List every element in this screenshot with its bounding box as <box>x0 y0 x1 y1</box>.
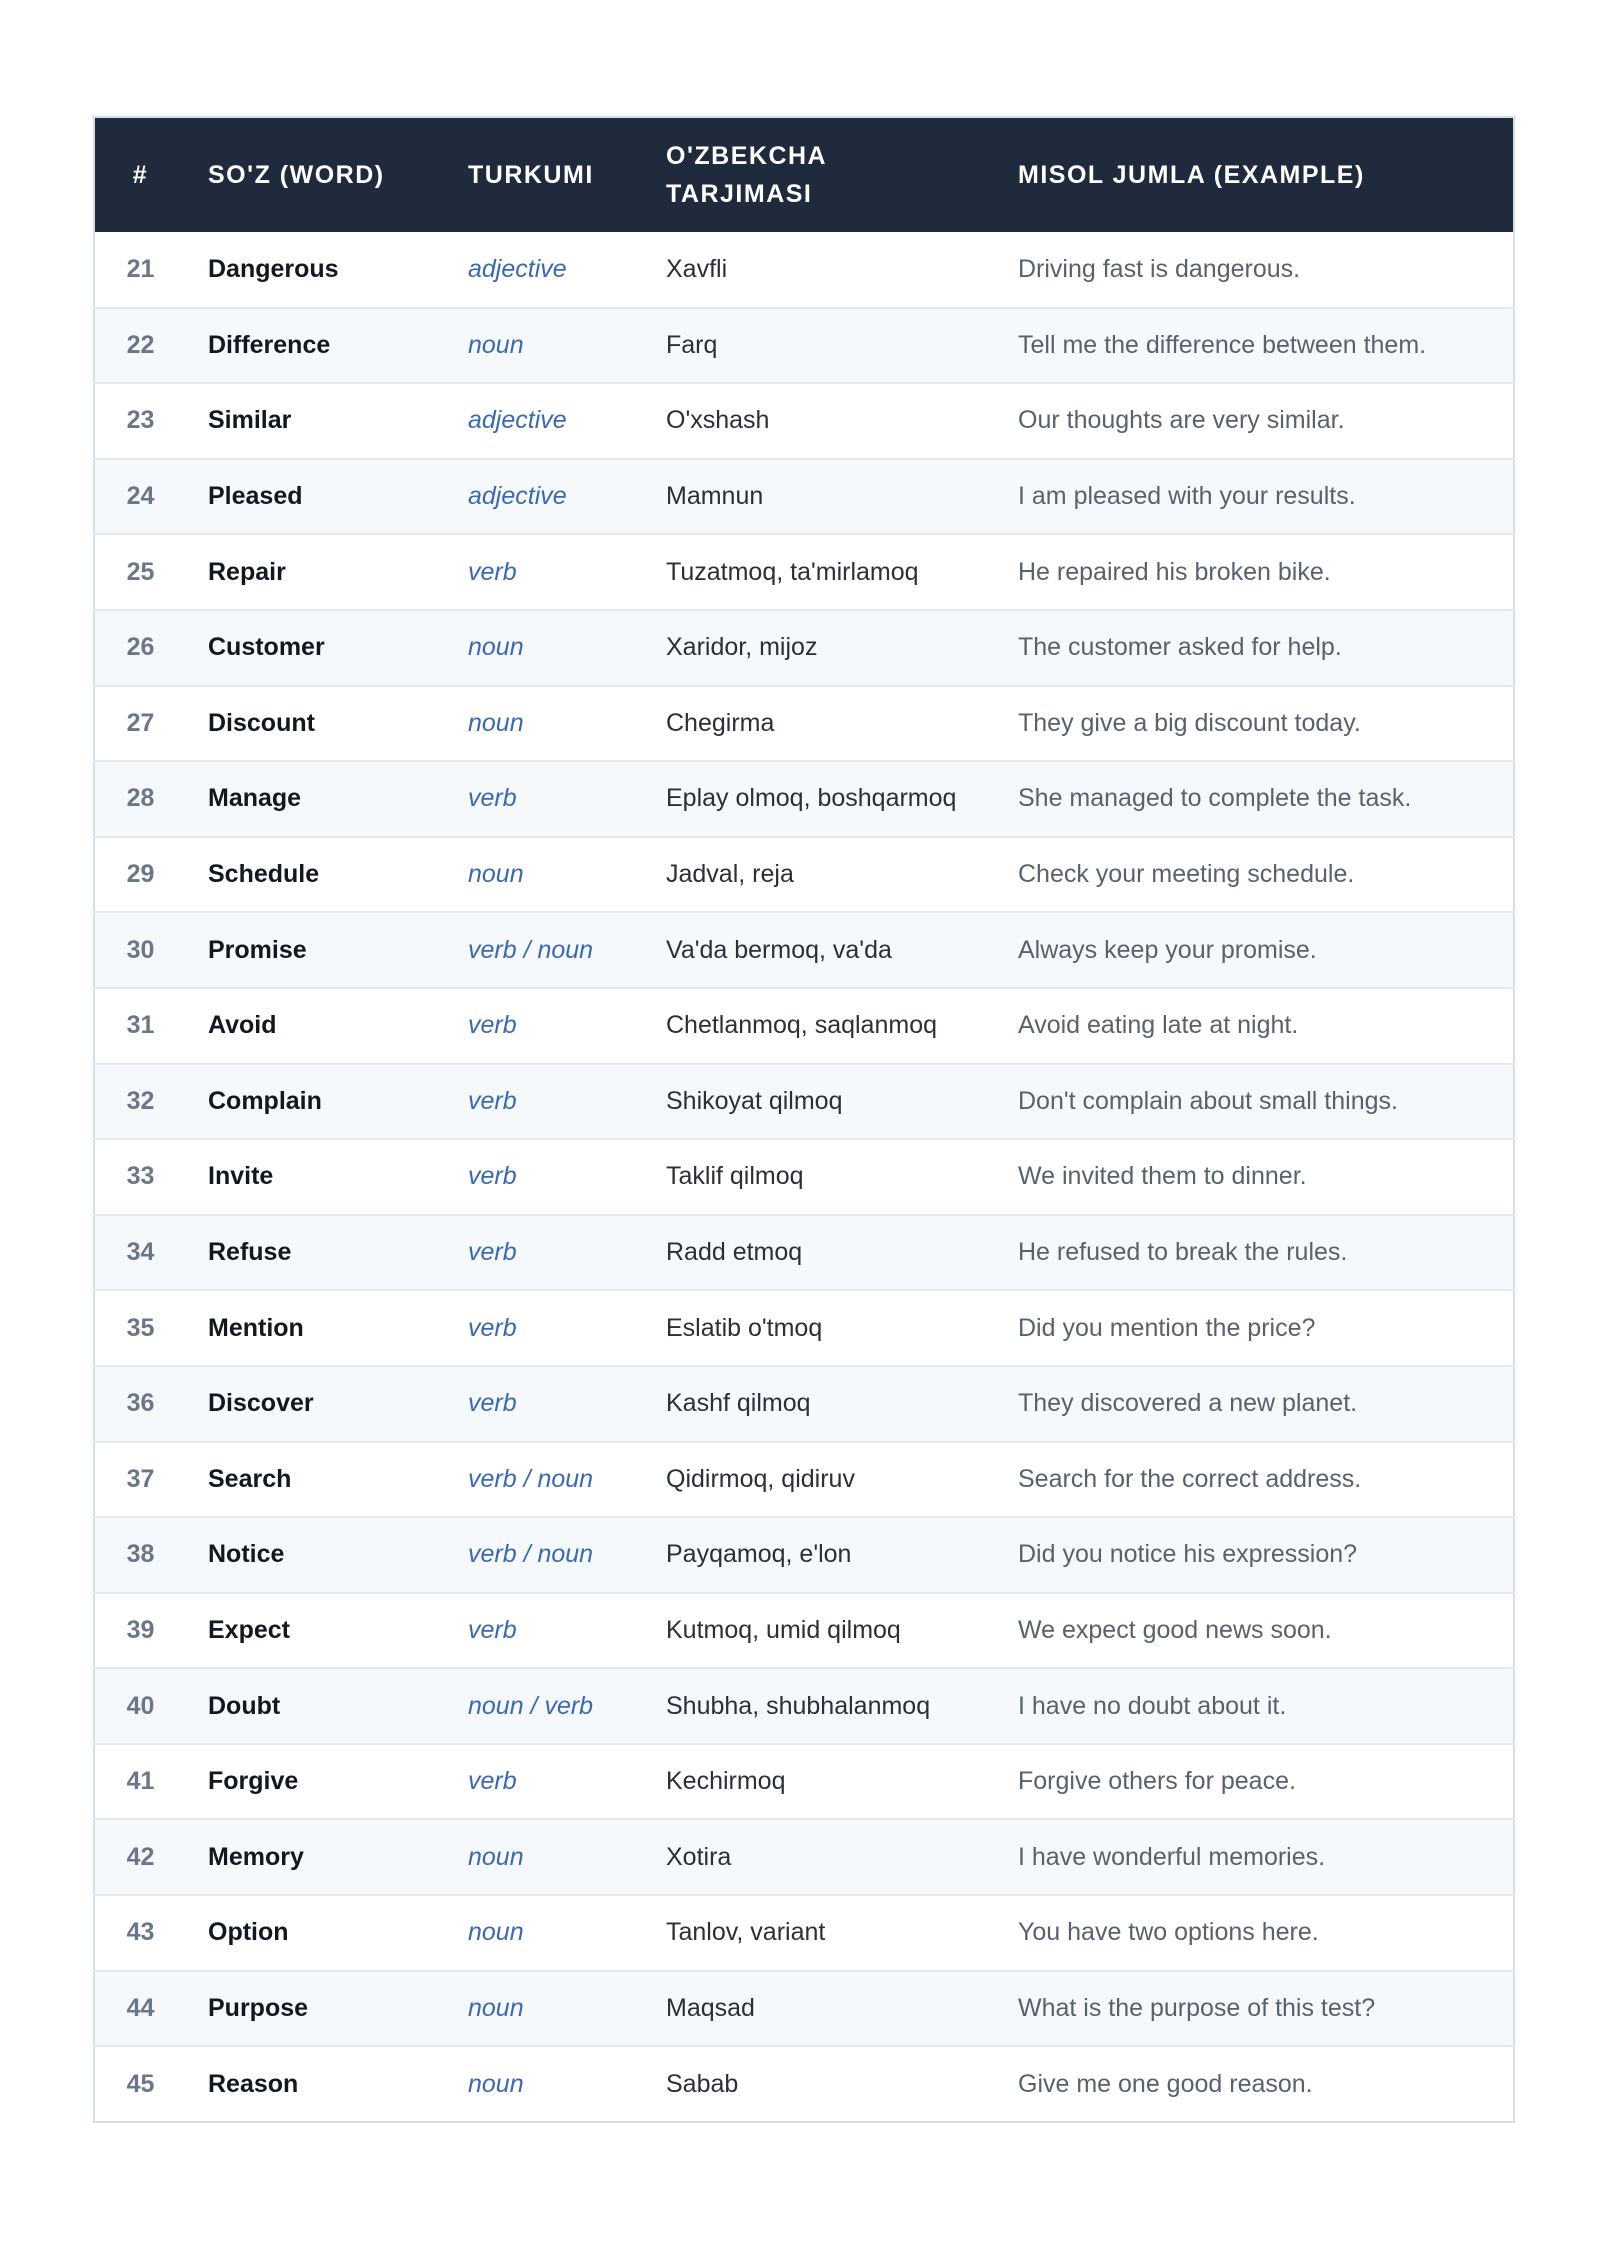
row-word: Difference <box>208 330 331 359</box>
table-row <box>94 837 1514 913</box>
header-translation-line1: O'ZBEKCHA <box>666 142 828 170</box>
table-row <box>94 1139 1514 1215</box>
table-row <box>94 232 1514 308</box>
row-number: 21 <box>126 254 155 283</box>
row-word: Complain <box>208 1086 322 1115</box>
row-part-of-speech: noun <box>468 330 524 359</box>
row-number: 39 <box>126 1615 155 1644</box>
row-word: Manage <box>208 784 302 813</box>
header-example: MISOL JUMLA (EXAMPLE) <box>1018 161 1365 189</box>
row-word: Doubt <box>208 1691 281 1720</box>
row-example: The customer asked for help. <box>1018 633 1342 662</box>
row-translation: Farq <box>666 330 718 359</box>
row-number: 37 <box>126 1464 155 1493</box>
table-row <box>94 761 1514 837</box>
row-number: 30 <box>126 935 155 964</box>
row-word: Dangerous <box>208 254 339 283</box>
row-translation: Maqsad <box>666 1993 755 2022</box>
row-part-of-speech: verb / noun <box>468 935 594 964</box>
row-word: Customer <box>208 633 325 662</box>
row-translation: Eslatib o'tmoq <box>666 1313 823 1342</box>
row-example: What is the purpose of this test? <box>1018 1993 1376 2022</box>
row-translation: Kashf qilmoq <box>666 1389 811 1418</box>
row-number: 45 <box>126 2069 155 2098</box>
row-example: Our thoughts are very similar. <box>1018 406 1345 435</box>
row-word: Purpose <box>208 1993 309 2022</box>
row-translation: Eplay olmoq, boshqarmoq <box>666 784 957 813</box>
table-row <box>94 1971 1514 2047</box>
row-word: Similar <box>208 406 292 435</box>
row-part-of-speech: noun <box>468 708 524 737</box>
row-number: 35 <box>126 1313 155 1342</box>
row-example: He refused to break the rules. <box>1018 1238 1348 1267</box>
row-translation: Jadval, reja <box>666 860 794 889</box>
row-number: 23 <box>126 406 155 435</box>
row-word: Expect <box>208 1615 290 1644</box>
row-number: 34 <box>126 1238 155 1267</box>
table-row <box>94 1668 1514 1744</box>
row-example: Avoid eating late at night. <box>1018 1011 1299 1040</box>
row-number: 44 <box>126 1993 155 2022</box>
table-row <box>94 1744 1514 1820</box>
table-row <box>94 308 1514 384</box>
row-word: Promise <box>208 935 307 964</box>
row-translation: Tanlov, variant <box>666 1918 826 1947</box>
row-part-of-speech: noun <box>468 1842 524 1871</box>
table-row <box>94 1215 1514 1291</box>
table-row <box>94 1064 1514 1140</box>
row-number: 32 <box>126 1086 155 1115</box>
row-part-of-speech: noun <box>468 1918 524 1947</box>
row-example: Always keep your promise. <box>1018 935 1317 964</box>
row-part-of-speech: verb <box>468 1011 517 1040</box>
row-example: Give me one good reason. <box>1018 2069 1313 2098</box>
row-translation: Qidirmoq, qidiruv <box>666 1464 855 1493</box>
row-translation: Kutmoq, umid qilmoq <box>666 1615 901 1644</box>
row-part-of-speech: verb <box>468 1389 517 1418</box>
header-number: # <box>132 161 149 189</box>
header-translation <box>666 117 1018 232</box>
table-row <box>94 686 1514 762</box>
row-part-of-speech: verb <box>468 1238 517 1267</box>
row-word: Schedule <box>208 860 320 889</box>
row-translation: Sabab <box>666 2069 739 2098</box>
table-body <box>94 232 1514 2122</box>
row-example: Search for the correct address. <box>1018 1464 1362 1493</box>
row-number: 43 <box>126 1918 155 1947</box>
header-part-of-speech: TURKUMI <box>468 161 594 189</box>
row-number: 41 <box>126 1767 155 1796</box>
row-translation: Mamnun <box>666 482 764 511</box>
row-example: Tell me the difference between them. <box>1018 330 1427 359</box>
row-part-of-speech: verb <box>468 1086 517 1115</box>
row-translation: Chetlanmoq, saqlanmoq <box>666 1011 937 1040</box>
table-row <box>94 534 1514 610</box>
row-word: Notice <box>208 1540 285 1569</box>
row-number: 29 <box>126 860 155 889</box>
row-word: Option <box>208 1918 289 1947</box>
row-example: Check your meeting schedule. <box>1018 860 1355 889</box>
header-word: SO'Z (WORD) <box>208 161 385 189</box>
row-number: 42 <box>126 1842 155 1871</box>
table-row <box>94 1895 1514 1971</box>
row-example: We invited them to dinner. <box>1018 1162 1307 1191</box>
row-number: 36 <box>126 1389 155 1418</box>
row-example: Did you mention the price? <box>1018 1313 1316 1342</box>
row-part-of-speech: noun / verb <box>468 1691 594 1720</box>
table-row <box>94 1819 1514 1895</box>
row-example: Don't complain about small things. <box>1018 1086 1398 1115</box>
row-example: They discovered a new planet. <box>1018 1389 1358 1418</box>
row-translation: Payqamoq, e'lon <box>666 1540 852 1569</box>
row-translation: Xavfli <box>666 254 728 283</box>
row-translation: Tuzatmoq, ta'mirlamoq <box>666 557 919 586</box>
table-row <box>94 610 1514 686</box>
row-word: Invite <box>208 1162 274 1191</box>
row-part-of-speech: verb <box>468 1162 517 1191</box>
row-part-of-speech: noun <box>468 2069 524 2098</box>
row-part-of-speech: verb <box>468 557 517 586</box>
table-row <box>94 1290 1514 1366</box>
table-row <box>94 912 1514 988</box>
row-number: 40 <box>126 1691 155 1720</box>
row-word: Discount <box>208 708 315 737</box>
row-part-of-speech: verb <box>468 1313 517 1342</box>
row-number: 38 <box>126 1540 155 1569</box>
row-word: Forgive <box>208 1767 299 1796</box>
row-part-of-speech: verb <box>468 784 517 813</box>
row-example: You have two options here. <box>1018 1918 1319 1947</box>
table-row <box>94 1366 1514 1442</box>
row-word: Repair <box>208 557 286 586</box>
row-example: I have wonderful memories. <box>1018 1842 1326 1871</box>
header-translation-line2: TARJIMASI <box>666 180 813 208</box>
row-part-of-speech: verb <box>468 1615 517 1644</box>
row-word: Refuse <box>208 1238 292 1267</box>
row-word: Mention <box>208 1313 304 1342</box>
row-example: Did you notice his expression? <box>1018 1540 1358 1569</box>
row-translation: Va'da bermoq, va'da <box>666 935 892 964</box>
row-translation: Radd etmoq <box>666 1238 803 1267</box>
row-example: She managed to complete the task. <box>1018 784 1412 813</box>
row-translation: Shikoyat qilmoq <box>666 1086 843 1115</box>
row-word: Reason <box>208 2069 299 2098</box>
row-word: Pleased <box>208 482 303 511</box>
row-example: Forgive others for peace. <box>1018 1767 1296 1796</box>
row-example: Driving fast is dangerous. <box>1018 254 1301 283</box>
row-example: They give a big discount today. <box>1018 708 1361 737</box>
row-word: Avoid <box>208 1011 277 1040</box>
row-part-of-speech: noun <box>468 860 524 889</box>
row-word: Discover <box>208 1389 314 1418</box>
row-translation: O'xshash <box>666 406 770 435</box>
table-row <box>94 988 1514 1064</box>
row-word: Search <box>208 1464 292 1493</box>
row-example: We expect good news soon. <box>1018 1615 1332 1644</box>
table-header <box>94 117 1514 232</box>
row-number: 31 <box>126 1011 155 1040</box>
vocabulary-table <box>93 116 1515 2123</box>
row-part-of-speech: verb / noun <box>468 1540 594 1569</box>
row-part-of-speech: adjective <box>468 482 567 511</box>
row-number: 33 <box>126 1162 155 1191</box>
row-part-of-speech: noun <box>468 633 524 662</box>
table-row <box>94 383 1514 459</box>
table-row <box>94 1593 1514 1669</box>
vocabulary-page <box>93 116 1513 2123</box>
row-translation: Chegirma <box>666 708 775 737</box>
row-part-of-speech: adjective <box>468 254 567 283</box>
row-word: Memory <box>208 1842 304 1871</box>
row-number: 27 <box>126 708 155 737</box>
header-row <box>94 117 1514 232</box>
row-part-of-speech: verb / noun <box>468 1464 594 1493</box>
row-translation: Taklif qilmoq <box>666 1162 804 1191</box>
table-row <box>94 1517 1514 1593</box>
row-part-of-speech: noun <box>468 1993 524 2022</box>
row-number: 22 <box>126 330 155 359</box>
row-translation: Kechirmoq <box>666 1767 786 1796</box>
table-row <box>94 2046 1514 2122</box>
row-example: I have no doubt about it. <box>1018 1691 1287 1720</box>
row-number: 26 <box>126 633 155 662</box>
table-row <box>94 459 1514 535</box>
row-translation: Xotira <box>666 1842 732 1871</box>
row-number: 24 <box>126 482 155 511</box>
table-row <box>94 1442 1514 1518</box>
row-number: 25 <box>126 557 155 586</box>
row-example: I am pleased with your results. <box>1018 482 1356 511</box>
row-example: He repaired his broken bike. <box>1018 557 1331 586</box>
row-translation: Shubha, shubhalanmoq <box>666 1691 931 1720</box>
row-part-of-speech: adjective <box>468 406 567 435</box>
row-part-of-speech: verb <box>468 1767 517 1796</box>
row-translation: Xaridor, mijoz <box>666 633 818 662</box>
row-number: 28 <box>126 784 155 813</box>
